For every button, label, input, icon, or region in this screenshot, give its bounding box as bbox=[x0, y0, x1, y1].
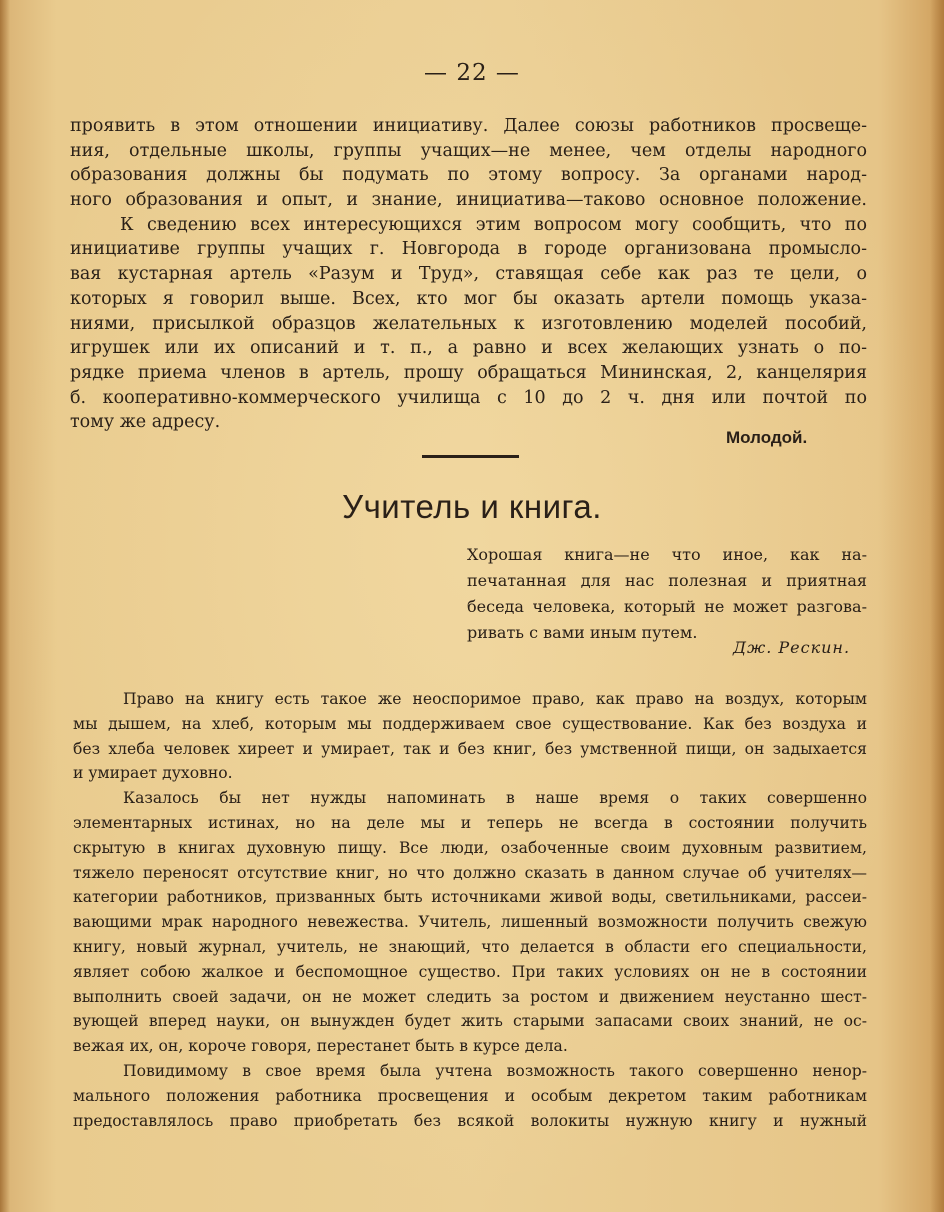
text-line: К сведению всех интересующихся этим вопросом могу сообщить, что по bbox=[120, 214, 867, 235]
text-line: ния, отдельные школы, группы учащих—не менее, чем отделы народного bbox=[70, 140, 867, 161]
text-line: вующей вперед науки, он вынужден будет жить старыми запасами своих знаний, не ос- bbox=[73, 1012, 867, 1031]
text-line: инициативе группы учащих г. Новгорода в городе организована промысло- bbox=[70, 239, 867, 260]
text-line: без хлеба человек хиреет и умирает, так и без книг, без умственной пищи, он задыхается bbox=[73, 739, 867, 758]
text-line: тому же адресу. bbox=[70, 412, 221, 433]
text-line: б. кооперативно-коммерческого училища с 10 до 2 ч. дня или почтой по bbox=[70, 387, 867, 408]
text-line: предоставлялось право приобретать без всякой волокиты нужную книгу и нужный bbox=[73, 1111, 867, 1130]
page-number: — 22 — bbox=[424, 60, 520, 86]
epigraph-line: ривать с вами иным путем. bbox=[467, 623, 698, 642]
epigraph-line: Хорошая книга—не что иное, как на- bbox=[467, 545, 867, 564]
text-line: ного образования и опыт, и знание, инициатива—таково основное положение. bbox=[70, 190, 867, 211]
epigraph-line: беседа человека, который не может разгова- bbox=[467, 597, 867, 616]
text-line: вающими мрак народного невежества. Учитель, лишенный возможности получить свежую bbox=[73, 913, 867, 932]
epigraph-author: Дж. Рескин. bbox=[733, 638, 851, 657]
text-line: тяжело переносят отсутствие книг, но что должно сказать в данном случае об учителях— bbox=[73, 863, 867, 882]
text-line: элементарных истинах, но на деле мы и теперь не всегда в состоянии получить bbox=[73, 813, 867, 832]
epigraph-line: печатанная для нас полезная и приятная bbox=[467, 571, 867, 590]
text-line: мального положения работника просвещения и особым декретом таким работникам bbox=[73, 1086, 867, 1105]
text-line: являет собою жалкое и беспомощное существо. При таких условиях он не в состоянии bbox=[73, 962, 867, 981]
text-line: Повидимому в свое время была учтена возможность такого совершенно ненор- bbox=[123, 1061, 867, 1080]
text-line: Казалось бы нет нужды напоминать в наше время о таких совершенно bbox=[123, 789, 867, 808]
author-signature: Молодой. bbox=[726, 428, 808, 447]
text-line: скрытую в книгах духовную пищу. Все люди, озабоченные своим духовным развитием, bbox=[73, 838, 867, 857]
text-line: рядке приема членов в артель, прошу обращаться Мининская, 2, канцелярия bbox=[70, 362, 867, 383]
text-line: вая кустарная артель «Разум и Труд», ставящая себе как раз те цели, о bbox=[70, 264, 867, 285]
text-line: категории работников, призванных быть источниками живой воды, светильниками, рассеи- bbox=[73, 888, 867, 907]
epigraph bbox=[467, 542, 867, 646]
section1-text bbox=[70, 114, 867, 435]
text-line: которых я говорил выше. Всех, кто мог бы оказать артели помощь указа- bbox=[70, 288, 867, 309]
text-line: ниями, присылкой образцов желательных к изготовлению моделей пособий, bbox=[70, 313, 867, 334]
text-line: мы дышем, на хлеб, которым мы поддерживаем свое существование. Как без воздуха и bbox=[73, 714, 867, 733]
text-line: проявить в этом отношении инициативу. Далее союзы работников просвеще- bbox=[70, 116, 867, 136]
text-line: образования должны бы подумать по этому вопросу. За органами народ- bbox=[70, 165, 867, 186]
page-edge-right bbox=[930, 0, 944, 1212]
text-line: Право на книгу есть такое же неоспоримое право, как право на воздух, которым bbox=[123, 690, 867, 708]
text-line: вежая их, он, короче говоря, перестанет быть в курсе дела. bbox=[73, 1037, 568, 1056]
text-line: игрушек или их описаний и т. п., а равно и всех желающих узнать о по- bbox=[70, 338, 867, 359]
article-body bbox=[73, 687, 867, 1133]
page-edge-left bbox=[0, 0, 10, 1212]
text-line: книгу, новый журнал, учитель, не знающий, что делается в области его специальности, bbox=[73, 937, 867, 956]
article-title: Учитель и книга. bbox=[342, 488, 602, 525]
text-line: выполнить своей задачи, он не может следить за ростом и движением неустанно шест- bbox=[73, 987, 867, 1006]
text-line: и умирает духовно. bbox=[73, 764, 233, 783]
section-divider bbox=[422, 455, 519, 458]
